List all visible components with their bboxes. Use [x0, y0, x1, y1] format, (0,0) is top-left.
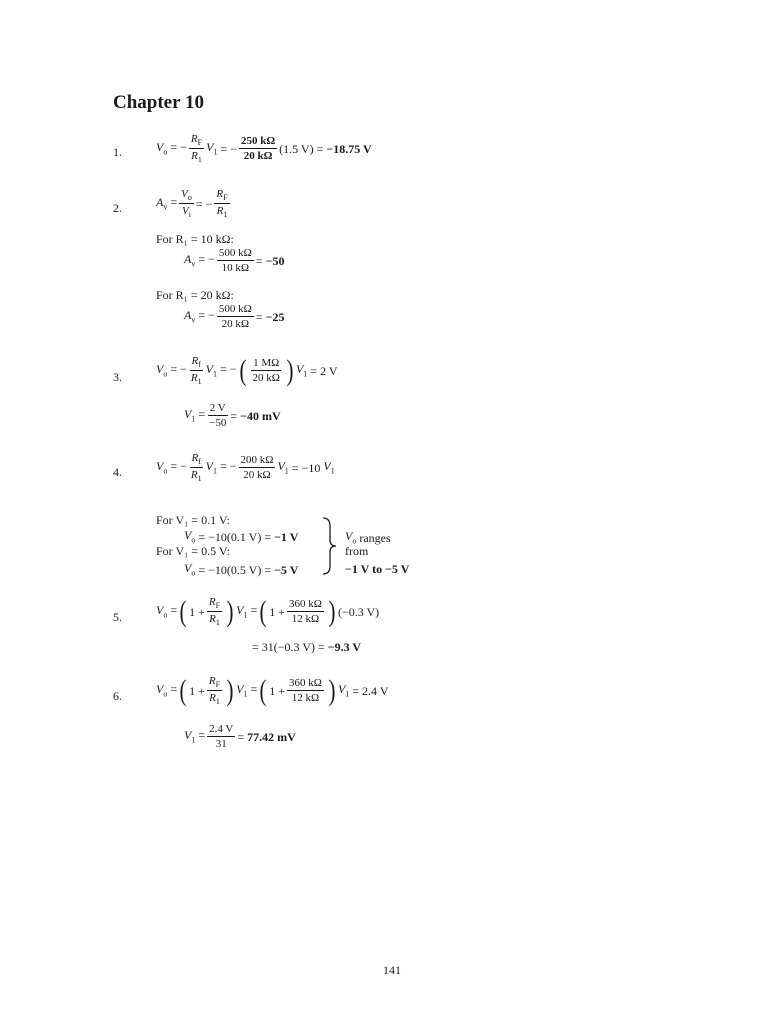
- problem-number-1: 1.: [113, 145, 122, 159]
- problem-2-case-2: $A_v$ = − $\frac{500 k\Omega}{20 k\Omega}$ = −25: [184, 303, 285, 330]
- problem-number-2: 2.: [113, 201, 122, 215]
- problem-4-range-line-3: −1 V to −5 V: [345, 562, 410, 576]
- problem-5-line-2: = 31(−0.3 V) = −9.3 V: [252, 640, 362, 654]
- problem-3-equation: $V_o$ = − $\frac{R_f}{R_1}$ $V_1$ = − ( $\frac{1 M\Omega}{20 k\Omega}$ ) $V_1$ = 2 V: [156, 354, 338, 388]
- chapter-title: Chapter 10: [113, 92, 204, 113]
- problem-1-result: −18.75 V: [326, 142, 372, 157]
- problem-number-4: 4.: [113, 465, 122, 479]
- problem-4-equation: $V_o$ = − $\frac{R_f}{R_1}$ $V_1$ = − $\frac{200 k\Omega}{20 k\Omega}$ $V_1$ = −10 $V_1$: [156, 452, 335, 484]
- problem-2-case-label-2: For R₁ = 20 kΩ:: [156, 288, 234, 302]
- problem-4-range-line-1: $V_o$ ranges: [345, 529, 391, 546]
- problem-2-case-1: $A_v$ = − $\frac{500 k\Omega}{10 k\Omega}$ = −50: [184, 247, 285, 274]
- problem-4-case-1: $V_o$ = −10(0.1 V) = −1 V: [184, 528, 299, 545]
- problem-6-v1: $V_1$ = $\frac{2.4 V}{31}$ = 77.42 mV: [184, 723, 296, 750]
- problem-1-equation: $V_o$ = − $\frac{R_F}{R_1}$ $V_1$ = − $\frac{250 k\Omega}{20 k\Omega}$ (1.5 V) = −18.75 V: [156, 133, 372, 165]
- curly-brace-icon: [320, 516, 338, 576]
- problem-2-case-label-1: For R₁ = 10 kΩ:: [156, 232, 234, 246]
- problem-4-case-label-1: For V₁ = 0.1 V:: [156, 513, 230, 527]
- problem-6-equation: $V_o$ = ( 1 + $\frac{R_F}{R_1}$ ) $V_1$ = ( 1 + $\frac{360 k\Omega}{12 k\Omega}$ ) $V_1$ = 2.4 V: [156, 674, 389, 708]
- problem-number-5: 5.: [113, 610, 122, 624]
- problem-4-case-label-2: For V₁ = 0.5 V:: [156, 544, 230, 558]
- problem-number-6: 6.: [113, 689, 122, 703]
- problem-4-range-line-2: from: [345, 544, 369, 558]
- problem-4-case-2: $V_o$ = −10(0.5 V) = −5 V: [184, 561, 299, 578]
- problem-2-gain-formula: $A_v$ = $\frac{V_o}{V_i}$ = − $\frac{R_F}{R_1}$: [156, 188, 228, 220]
- problem-3-v1: $V_1$ = $\frac{2 V}{-50}$ = −40 mV: [184, 402, 281, 429]
- problem-5-equation: $V_o$ = ( 1 + $\frac{R_F}{R_1}$ ) $V_1$ = ( 1 + $\frac{360 k\Omega}{12 k\Omega}$ ) (−0.3 V): [156, 595, 380, 629]
- page-number: 141: [383, 963, 401, 977]
- problem-number-3: 3.: [113, 370, 122, 384]
